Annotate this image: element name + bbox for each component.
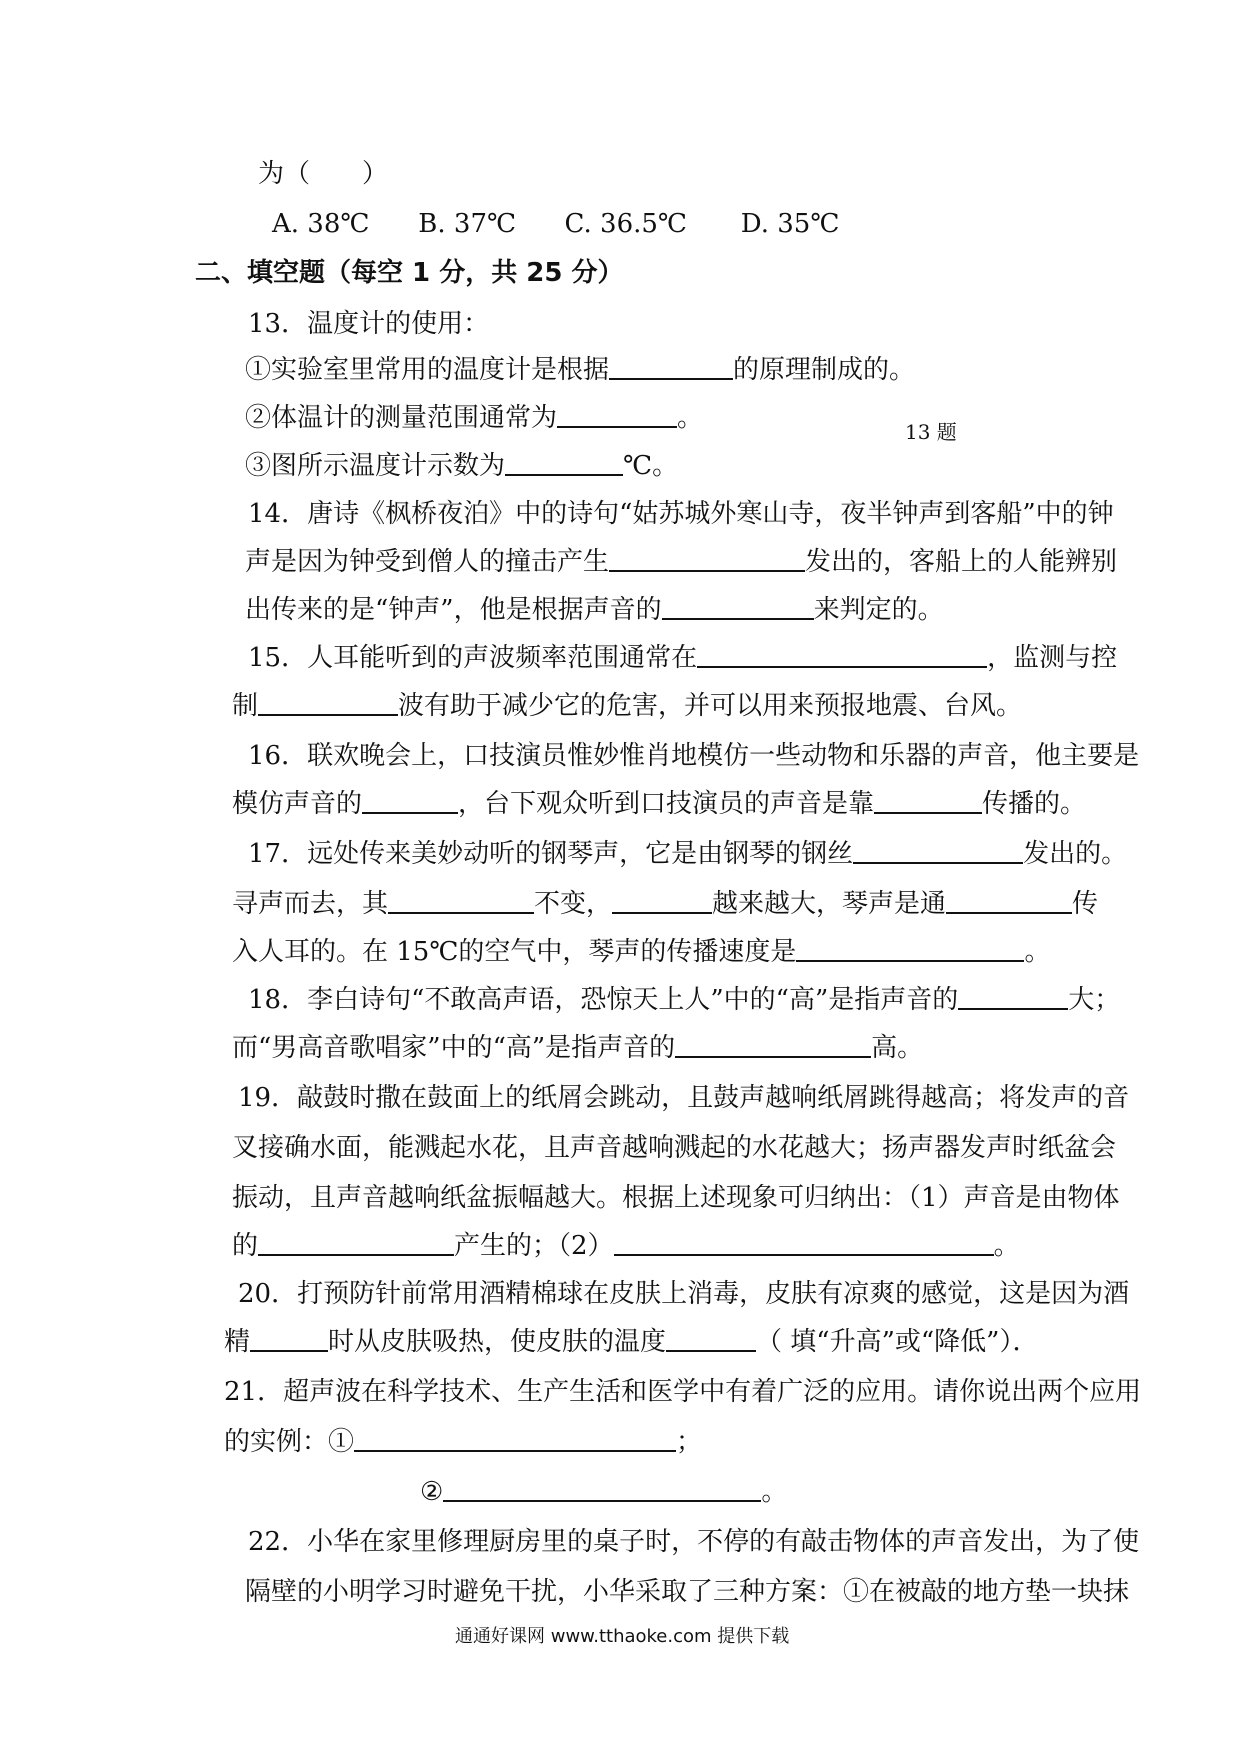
q13-part3 — [245, 448, 678, 484]
q16-l2-post: 传播的。 — [982, 789, 1087, 819]
q13-p3-post: ℃。 — [623, 451, 679, 481]
q15-l2-pre: 制 — [232, 691, 259, 721]
q14-l2-pre: 声是因为钟受到僧人的撞击产生 — [245, 547, 610, 577]
answer-blank[interactable] — [958, 982, 1068, 1010]
q19-l4-a: 的 — [232, 1231, 259, 1261]
answer-blank[interactable] — [666, 1324, 756, 1352]
answer-blank[interactable] — [675, 1030, 871, 1058]
q14-l3-pre: 出传来的是“钟声”，他是根据声音的 — [245, 595, 662, 625]
answer-blank[interactable] — [697, 640, 987, 668]
option-a: A. 38℃ — [272, 209, 370, 239]
answer-blank[interactable] — [388, 886, 534, 914]
q18-line2 — [232, 1030, 923, 1066]
q14-line3 — [245, 592, 944, 628]
q17-l1-post: 发出的。 — [1023, 839, 1128, 869]
answer-blank[interactable] — [258, 1228, 454, 1256]
answer-blank[interactable] — [796, 934, 1024, 962]
q13-p3-pre: ③图所示温度计示数为 — [245, 451, 506, 481]
q20-l2-c: （ 填“升高”或“降低”）． — [756, 1327, 1039, 1357]
q19-line4 — [232, 1228, 1020, 1264]
q12-tail: 为（ ） — [258, 159, 389, 189]
q13-part2 — [245, 400, 703, 436]
q17-l2-b: 不变， — [534, 889, 613, 919]
q18-l2-post: 高。 — [871, 1033, 924, 1063]
q21-l3-post: 。 — [761, 1477, 788, 1507]
q17-l2-a: 寻声而去，其 — [232, 889, 389, 919]
q13-p1-post: 的原理制成的。 — [733, 355, 916, 385]
q19-line1: 19．敲鼓时撒在鼓面上的纸屑会跳动，且鼓声越响纸屑跳得越高；将发声的音 — [238, 1083, 1130, 1113]
q15-line2 — [232, 688, 1022, 724]
answer-blank[interactable] — [609, 352, 733, 380]
q20-line2 — [224, 1324, 1038, 1360]
q15-l1-post: ，监测与控 — [987, 643, 1118, 673]
q17-l3-pre: 入人耳的。在 15℃的空气中，琴声的传播速度是 — [232, 937, 797, 967]
q13-part1 — [245, 352, 915, 388]
q17-l2-c: 越来越大，琴声是通 — [712, 889, 947, 919]
q21-l2-post: ； — [676, 1427, 703, 1457]
q13-p1-pre: ①实验室里常用的温度计是根据 — [245, 355, 610, 385]
answer-blank[interactable] — [609, 544, 805, 572]
answer-blank[interactable] — [946, 886, 1072, 914]
q18-l1-post: 大； — [1068, 985, 1121, 1015]
answer-blank[interactable] — [557, 400, 677, 428]
answer-blank[interactable] — [874, 786, 982, 814]
q21-line3 — [420, 1474, 787, 1510]
q15-line1 — [248, 640, 1117, 676]
q21-line1: 21．超声波在科学技术、生产生活和医学中有着广泛的应用。请你说出两个应用 — [224, 1377, 1142, 1407]
figure-label: 13 题 — [905, 420, 957, 444]
answer-blank[interactable] — [258, 688, 398, 716]
answer-blank[interactable] — [612, 886, 712, 914]
answer-blank[interactable] — [662, 592, 814, 620]
q17-line3 — [232, 934, 1050, 970]
q17-l3-post: 。 — [1024, 937, 1051, 967]
q19-line2: 叉接确水面，能溅起水花，且声音越响溅起的水花越大；扬声器发声时纸盆会 — [232, 1133, 1117, 1163]
q19-l4-b: 产生的；（2） — [454, 1231, 614, 1261]
q19-line3: 振动，且声音越响纸盆振幅越大。根据上述现象可归纳出：（1）声音是由物体 — [232, 1183, 1120, 1213]
q17-line1 — [248, 836, 1127, 872]
q21-l2-pre: 的实例：① — [224, 1427, 355, 1457]
q13-p2-post: 。 — [677, 403, 704, 433]
q20-l2-b: 时从皮肤吸热，使皮肤的温度 — [328, 1327, 667, 1357]
q21-line2 — [224, 1424, 702, 1460]
answer-blank[interactable] — [505, 448, 623, 476]
q14-l2-post: 发出的，客船上的人能辨别 — [805, 547, 1118, 577]
answer-blank[interactable] — [853, 836, 1023, 864]
q20-line1: 20．打预防针前常用酒精棉球在皮肤上消毒，皮肤有凉爽的感觉，这是因为酒 — [238, 1279, 1130, 1309]
answer-blank[interactable] — [362, 786, 458, 814]
section-heading: 二、填空题（每空 1 分，共 25 分） — [195, 258, 624, 288]
option-c: C. 36.5℃ — [564, 209, 688, 239]
option-b: B. 37℃ — [418, 209, 517, 239]
q16-l2-mid: ，台下观众听到口技演员的声音是靠 — [458, 789, 875, 819]
option-d: D. 35℃ — [740, 209, 840, 239]
q17-line2 — [232, 886, 1098, 922]
q14-l3-post: 来判定的。 — [813, 595, 944, 625]
answer-blank[interactable] — [354, 1424, 676, 1452]
q13-title: 13．温度计的使用： — [248, 309, 490, 339]
page-footer: 通通好课网 www.tthaoke.com 提供下载 — [455, 1626, 790, 1647]
q22-line1: 22．小华在家里修理厨房里的桌子时，不停的有敲击物体的声音发出，为了使 — [248, 1527, 1140, 1557]
q22-line2: 隔壁的小明学习时避免干扰，小华采取了三种方案：①在被敲的地方垫一块抹 — [245, 1577, 1130, 1607]
q12-options — [272, 206, 839, 242]
q16-line1: 16．联欢晚会上，口技演员惟妙惟肖地模仿一些动物和乐器的声音，他主要是 — [248, 741, 1140, 771]
q19-l4-c: 。 — [993, 1231, 1020, 1261]
q17-l1-pre: 17．远处传来美妙动听的钢琴声，它是由钢琴的钢丝 — [248, 839, 854, 869]
answer-blank[interactable] — [250, 1324, 328, 1352]
q18-l1-pre: 18．李白诗句“不敢高声语，恐惊天上人”中的“高”是指声音的 — [248, 985, 959, 1015]
q18-l2-pre: 而“男高音歌唱家”中的“高”是指声音的 — [232, 1033, 676, 1063]
q20-l2-a: 精 — [224, 1327, 251, 1357]
q16-line2 — [232, 786, 1086, 822]
q16-l2-pre: 模仿声音的 — [232, 789, 363, 819]
q18-line1 — [248, 982, 1120, 1018]
answer-blank[interactable] — [614, 1228, 994, 1256]
q14-line2 — [245, 544, 1117, 580]
q15-l1-pre: 15．人耳能听到的声波频率范围通常在 — [248, 643, 698, 673]
q15-l2-post: 波有助于减少它的危害，并可以用来预报地震、台风。 — [398, 691, 1023, 721]
q14-line1: 14．唐诗《枫桥夜泊》中的诗句“姑苏城外寒山寺，夜半钟声到客船”中的钟 — [248, 499, 1114, 529]
q13-p2-pre: ②体温计的测量范围通常为 — [245, 403, 558, 433]
q21-l3-pre: ② — [420, 1477, 444, 1507]
answer-blank[interactable] — [443, 1474, 761, 1502]
q17-l2-d: 传 — [1072, 889, 1099, 919]
